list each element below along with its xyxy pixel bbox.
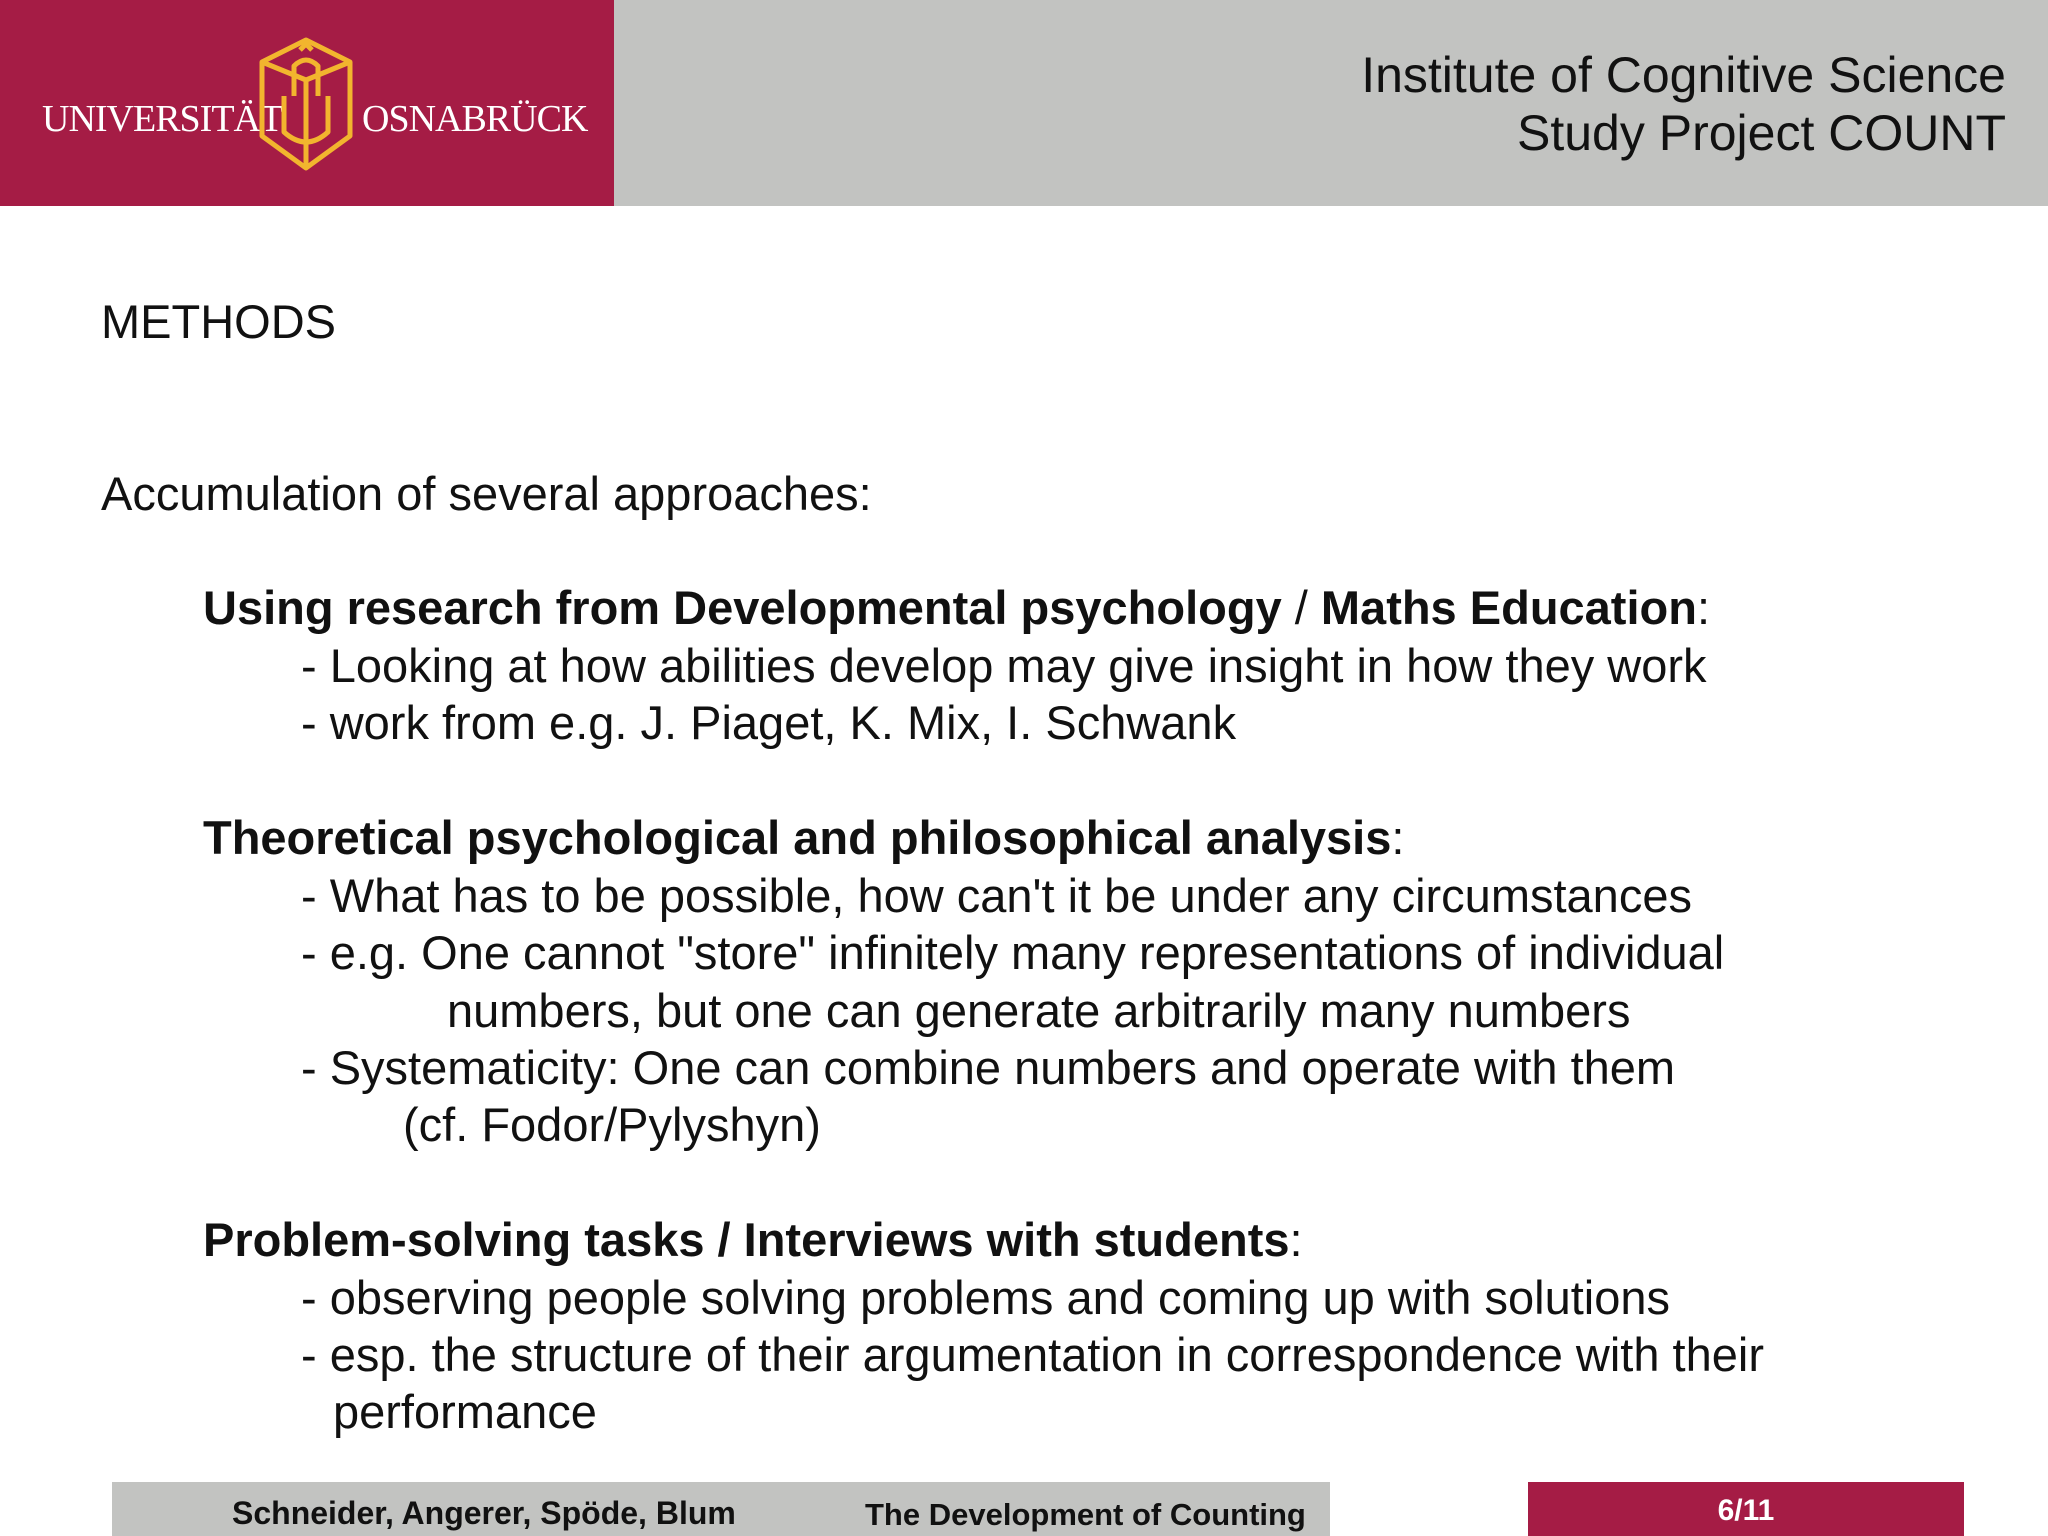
heading-part-developmental: Using research from Developmental psychology <box>203 581 1282 634</box>
university-name-right: OSNABRÜCK <box>362 98 588 140</box>
university-name-left: UNIVERSITÄT <box>42 98 283 140</box>
section-heading-developmental <box>203 581 1710 634</box>
university-crest-icon <box>254 36 358 172</box>
heading-colon: : <box>1696 581 1710 634</box>
bullet-line: - esp. the structure of their argumentation in correspondence with their <box>301 1328 1764 1381</box>
heading-colon: : <box>1289 1213 1303 1266</box>
bullet-continuation: numbers, but one can generate arbitrarily many numbers <box>447 984 1631 1037</box>
institute-name: Institute of Cognitive Science <box>1361 47 2006 103</box>
project-name: Study Project COUNT <box>1516 105 2006 161</box>
header-grey-panel <box>614 0 2048 206</box>
section-heading-problem-solving <box>203 1213 1303 1266</box>
bullet-continuation: performance <box>333 1385 597 1438</box>
page-number: 6/11 <box>1717 1494 1775 1527</box>
bullet-line: - work from e.g. J. Piaget, K. Mix, I. Schwank <box>301 696 1237 749</box>
bullet-line: - observing people solving problems and coming up with solutions <box>301 1271 1670 1324</box>
bullet-line: - What has to be possible, how can't it be under any circumstances <box>301 869 1692 922</box>
heading-separator: / <box>1281 581 1321 634</box>
bullet-line: - e.g. One cannot "store" infinitely many representations of individual <box>301 926 1725 979</box>
bullet-line: - Systematicity: One can combine numbers and operate with them <box>301 1041 1676 1094</box>
heading-colon: : <box>1391 811 1405 864</box>
section-heading-theoretical <box>203 811 1405 864</box>
bullet-continuation: (cf. Fodor/Pylyshyn) <box>403 1098 821 1151</box>
heading-part-maths: Maths Education <box>1320 581 1697 634</box>
bullet-line: - Looking at how abilities develop may give insight in how they work <box>301 639 1707 692</box>
slide-title: METHODS <box>101 295 336 348</box>
intro-text: Accumulation of several approaches: <box>101 467 872 520</box>
footer-authors: Schneider, Angerer, Spöde, Blum <box>232 1495 736 1531</box>
footer-talk-title: The Development of Counting <box>865 1497 1306 1532</box>
heading-theoretical: Theoretical psychological and philosophical analysis <box>203 811 1392 864</box>
heading-problem-solving: Problem-solving tasks / Interviews with students <box>203 1213 1290 1266</box>
